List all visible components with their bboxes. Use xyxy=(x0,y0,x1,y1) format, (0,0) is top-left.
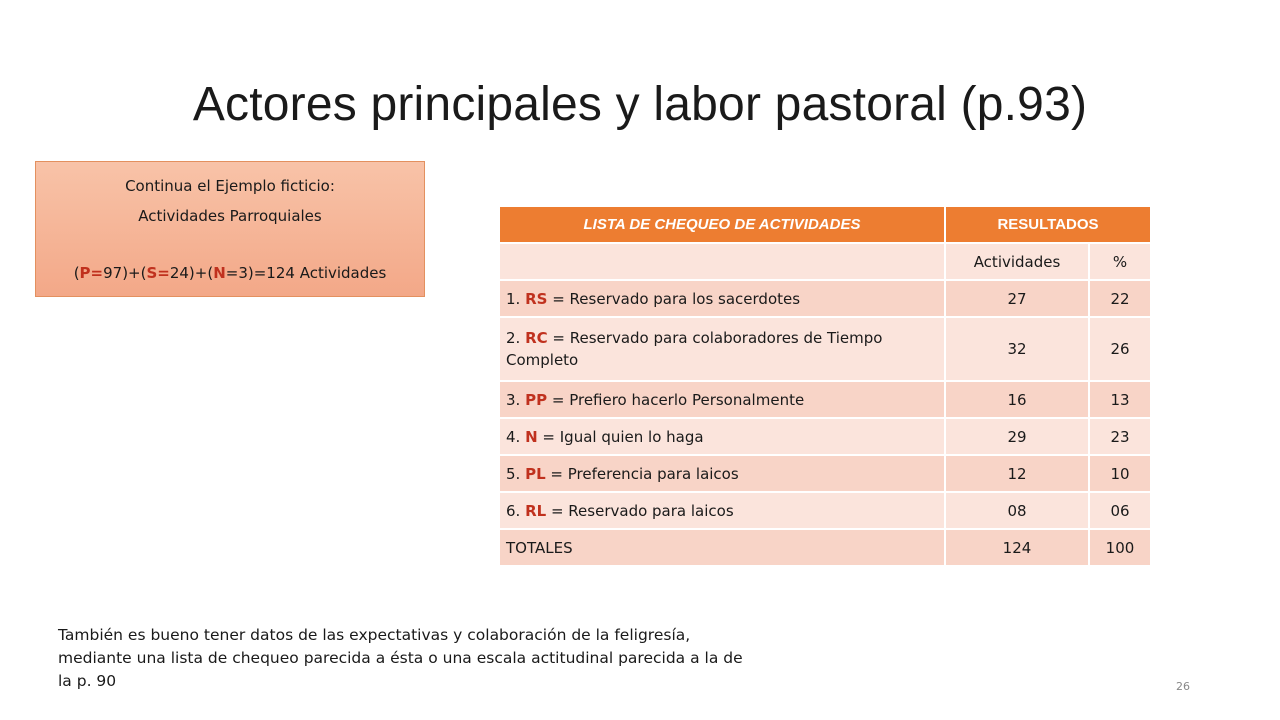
row-percent: 13 xyxy=(1089,381,1151,418)
row-actividades: 16 xyxy=(945,381,1089,418)
row-actividades: 32 xyxy=(945,317,1089,381)
header-checklist: LISTA DE CHEQUEO DE ACTIVIDADES xyxy=(499,206,945,243)
row-code: PL xyxy=(525,464,546,483)
row-actividades: 29 xyxy=(945,418,1089,455)
table-row xyxy=(499,455,1151,492)
row-code: PP xyxy=(525,390,548,409)
formula-p-label: P= xyxy=(79,264,104,282)
callout-line-2: Actividades Parroquiales xyxy=(138,207,322,225)
row-code: RS xyxy=(525,289,548,308)
row-code: RL xyxy=(525,501,547,520)
subheader-actividades: Actividades xyxy=(945,243,1089,280)
row-label: 5. PL = Preferencia para laicos xyxy=(499,455,945,492)
row-percent: 10 xyxy=(1089,455,1151,492)
footer-note: También es bueno tener datos de las expectativas y colaboración de la feligresía, mediante una lista de chequeo parecida a ésta o una escala actitudinal parecida a la de la p. 90 xyxy=(58,626,743,690)
row-code: N xyxy=(525,427,538,446)
row-percent: 26 xyxy=(1089,317,1151,381)
row-actividades: 08 xyxy=(945,492,1089,529)
table-totals-row xyxy=(499,529,1151,566)
subheader-percent: % xyxy=(1089,243,1151,280)
table-row xyxy=(499,418,1151,455)
table-row xyxy=(499,280,1151,317)
slide-title: Actores principales y labor pastoral (p.93) xyxy=(192,78,1088,131)
totals-label: TOTALES xyxy=(499,529,945,566)
table-row xyxy=(499,317,1151,381)
callout-line-1: Continua el Ejemplo ficticio: xyxy=(125,177,335,195)
row-label: 6. RL = Reservado para laicos xyxy=(499,492,945,529)
formula-n-label: N xyxy=(213,264,226,282)
callout-formula: (P=97)+(S=24)+(N=3)=124 Actividades xyxy=(73,264,387,282)
row-actividades: 12 xyxy=(945,455,1089,492)
row-actividades: 27 xyxy=(945,280,1089,317)
totals-percent: 100 xyxy=(1089,529,1151,566)
table-subheader-row xyxy=(499,243,1151,280)
table-header-row xyxy=(499,206,1151,243)
row-label: 3. PP = Prefiero hacerlo Personalmente xyxy=(499,381,945,418)
table-row xyxy=(499,381,1151,418)
row-label: 1. RS = Reservado para los sacerdotes xyxy=(499,280,945,317)
formula-p-value: 97)+( xyxy=(103,264,147,282)
row-percent: 06 xyxy=(1089,492,1151,529)
checklist-table xyxy=(498,205,1152,567)
row-percent: 22 xyxy=(1089,280,1151,317)
table-row xyxy=(499,492,1151,529)
subheader-empty xyxy=(499,243,945,280)
row-percent: 23 xyxy=(1089,418,1151,455)
header-results: RESULTADOS xyxy=(945,206,1151,243)
row-label: 2. RC = Reservado para colaboradores de Tiempo Completo xyxy=(499,317,945,381)
formula-n-value: =3)=124 Actividades xyxy=(225,264,387,282)
row-code: RC xyxy=(525,329,548,347)
formula-s-value: 24)+( xyxy=(169,264,214,282)
formula-s-label: S= xyxy=(146,264,170,282)
example-callout xyxy=(35,161,425,297)
row-label: 4. N = Igual quien lo haga xyxy=(499,418,945,455)
totals-actividades: 124 xyxy=(945,529,1089,566)
page-number: 26 xyxy=(1176,680,1190,693)
